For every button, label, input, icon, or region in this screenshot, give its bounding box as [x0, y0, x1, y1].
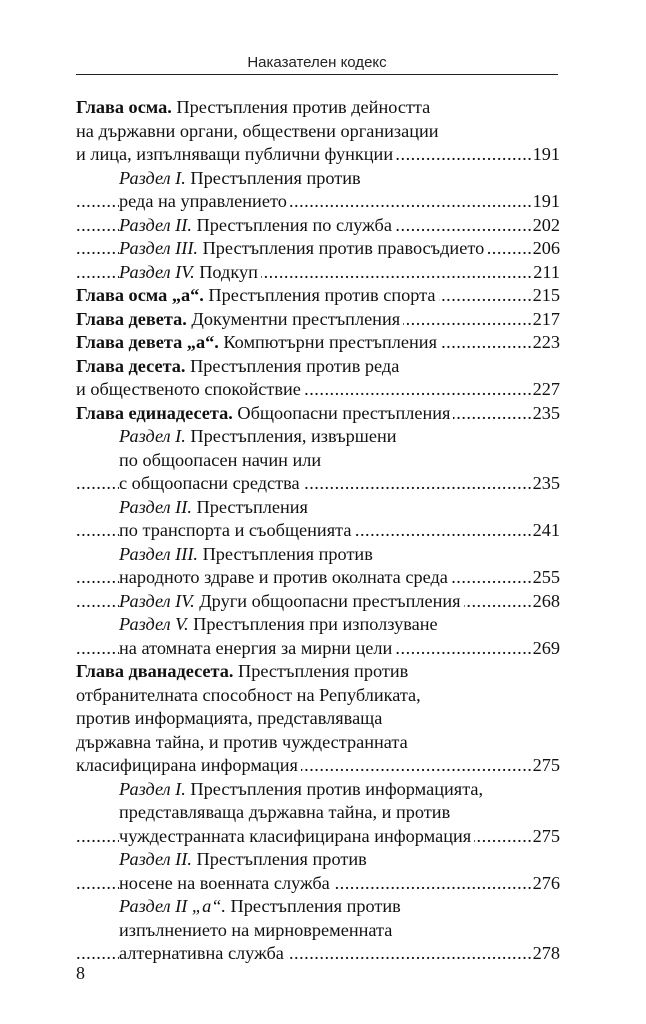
toc-entry-text — [119, 426, 400, 446]
chapter-label: Глава десета. — [76, 355, 186, 376]
toc-entry-text — [119, 802, 453, 822]
toc-line — [76, 660, 560, 684]
toc-entry-text — [119, 638, 395, 658]
entry-title: по общоопасен начин или — [119, 449, 322, 470]
toc-line — [76, 848, 560, 872]
toc-entry-text — [119, 191, 290, 211]
entry-title: алтернативна служба — [119, 943, 284, 963]
entry-title: Престъпления против реда — [185, 355, 400, 376]
entry-page-number: 278 — [531, 942, 560, 966]
entry-page-number: 235 — [531, 472, 560, 496]
toc-line — [76, 754, 560, 778]
toc-line — [76, 778, 560, 802]
entry-page-number: 276 — [531, 872, 560, 896]
toc-entry-text — [76, 661, 411, 681]
toc-line — [76, 472, 560, 496]
toc-line — [76, 402, 560, 426]
entry-title: отбранителната способност на Републиката, — [76, 684, 421, 705]
chapter-label: Глава осма. — [76, 97, 172, 117]
section-label: Раздел II. — [119, 214, 192, 235]
toc-line — [76, 942, 560, 966]
toc-line — [76, 825, 560, 849]
entry-title: Престъпления против — [198, 543, 373, 564]
section-label: Раздел II. — [119, 496, 192, 517]
toc-entry-text — [119, 262, 261, 282]
toc-line — [76, 895, 560, 919]
section-label: Раздел II. — [119, 849, 192, 869]
entry-title: Престъпления против правосъдието — [198, 238, 485, 258]
toc-entry-text — [119, 567, 451, 587]
toc-line — [76, 872, 560, 896]
entry-page-number: 275 — [531, 754, 560, 778]
section-label: Раздел I. — [119, 778, 186, 799]
toc-line — [76, 543, 560, 567]
toc-line — [76, 707, 560, 731]
toc-entry-text — [119, 849, 370, 869]
section-label: Раздел IV. — [119, 590, 195, 611]
section-label: Раздел I. — [119, 426, 186, 446]
entry-page-number: 191 — [531, 190, 560, 214]
toc-line — [76, 143, 560, 167]
entry-title: Общоопасни престъпления — [232, 402, 451, 423]
entry-page-number: 241 — [531, 519, 560, 543]
entry-title: Престъпления против — [233, 661, 409, 681]
toc-entry-text — [119, 591, 464, 611]
toc-entry-text — [119, 826, 474, 846]
toc-entry-text — [119, 544, 376, 564]
toc-entry-text — [119, 779, 486, 799]
entry-page-number: 227 — [531, 378, 560, 402]
entry-page-number: 268 — [531, 590, 560, 614]
toc-line — [76, 378, 560, 402]
section-label: Раздел IV. — [119, 261, 195, 282]
toc-line — [76, 96, 560, 120]
header-rule — [76, 74, 558, 75]
toc-line — [76, 355, 560, 379]
toc-entry-text — [76, 685, 424, 705]
entry-title: Престъпления — [191, 496, 308, 517]
entry-title: Подкуп — [194, 261, 258, 282]
entry-title: с общоопасни средства — [119, 473, 300, 493]
entry-page-number: 217 — [531, 308, 560, 332]
chapter-label: Глава девета „а“. — [76, 332, 219, 352]
entry-page-number: 235 — [531, 402, 560, 426]
toc-line — [76, 566, 560, 590]
entry-title: Други общоопасни престъпления — [194, 590, 461, 611]
toc-entry-text — [76, 732, 411, 752]
toc-entry-text — [76, 379, 304, 399]
toc-line — [76, 684, 560, 708]
toc-entry-text — [76, 332, 440, 352]
entry-title: Престъпления против информацията, — [185, 778, 484, 799]
entry-title: по транспорта и съобщенията — [119, 520, 352, 540]
toc-entry-text — [119, 215, 395, 235]
toc-entry-text — [119, 520, 354, 540]
chapter-label: Глава девета. — [76, 308, 187, 329]
toc-entry-text — [119, 614, 441, 634]
entry-page-number: 202 — [531, 214, 560, 238]
section-label: Раздел III. — [119, 238, 199, 258]
toc-entry-text — [76, 97, 433, 117]
toc-line — [76, 496, 560, 520]
entry-title: Престъпления при използуване — [188, 614, 438, 634]
entry-title: носене на военната служба — [119, 872, 330, 893]
entry-page-number: 211 — [531, 261, 560, 285]
toc-entry-text — [76, 121, 442, 141]
entry-title: чуждестранната класифицирана информация — [119, 825, 472, 846]
toc-entry-text — [76, 356, 402, 376]
toc-entry-text — [119, 497, 311, 517]
toc-line — [76, 167, 560, 191]
toc-entry-text — [76, 708, 385, 728]
toc-line — [76, 261, 560, 285]
toc-entry-text — [119, 238, 487, 258]
entry-title: Престъпления по служба — [191, 214, 392, 235]
chapter-label: Глава дванадесета. — [76, 661, 234, 681]
toc-line — [76, 801, 560, 825]
table-of-contents — [76, 96, 560, 966]
entry-title: Престъпления, извършени — [185, 426, 397, 446]
toc-line — [76, 449, 560, 473]
toc-entry-text — [119, 873, 333, 893]
entry-title: и лица, изпълняващи публични функции — [76, 144, 394, 164]
toc-line — [76, 919, 560, 943]
page-number: 8 — [76, 963, 85, 983]
entry-page-number: 255 — [531, 566, 560, 590]
entry-title: Престъпления против спорта — [203, 285, 436, 305]
toc-line — [76, 519, 560, 543]
entry-title: на атомната енергия за мирни цели — [119, 637, 393, 658]
toc-line — [76, 190, 560, 214]
entry-title: Престъпления против дейността — [171, 97, 431, 117]
entry-page-number: 191 — [531, 143, 560, 167]
toc-entry-text — [76, 309, 403, 329]
chapter-label: Глава осма „а“. — [76, 285, 204, 305]
entry-title: Компютърни престъпления — [218, 332, 437, 352]
entry-title: Престъпления против — [225, 896, 401, 916]
entry-title: народното здраве и против околната среда — [119, 567, 448, 587]
entry-title: държавна тайна, и против чуждестранната — [76, 731, 408, 752]
entry-title: изпълнението на мирновременната — [119, 919, 393, 940]
entry-title: и общественото спокойствие — [76, 379, 301, 399]
section-label: Раздел V. — [119, 614, 189, 634]
toc-line — [76, 637, 560, 661]
toc-line — [76, 731, 560, 755]
toc-entry-text — [119, 920, 395, 940]
entry-title: против информацията, представляваща — [76, 708, 383, 728]
toc-entry-text — [76, 285, 439, 305]
entry-page-number: 223 — [531, 331, 560, 355]
entry-title: класифицирана информация — [76, 755, 298, 775]
entry-page-number: 215 — [531, 284, 560, 308]
toc-line — [76, 590, 560, 614]
toc-line — [76, 331, 560, 355]
entry-title: Престъпления против — [191, 849, 367, 869]
section-label: Раздел I. — [119, 167, 186, 188]
toc-line — [76, 120, 560, 144]
entry-title: реда на управлението — [119, 191, 287, 211]
toc-line — [76, 613, 560, 637]
toc-entry-text — [119, 896, 404, 916]
toc-line — [76, 214, 560, 238]
toc-line — [76, 308, 560, 332]
toc-line — [76, 425, 560, 449]
section-label: Раздел III. — [119, 543, 199, 564]
toc-entry-text — [119, 168, 364, 188]
toc-entry-text — [76, 755, 301, 775]
entry-title: Документни престъпления — [186, 308, 401, 329]
toc-entry-text — [119, 450, 324, 470]
toc-entry-text — [119, 473, 303, 493]
toc-line — [76, 284, 560, 308]
entry-page-number: 269 — [531, 637, 560, 661]
section-label: Раздел II „а“. — [119, 896, 226, 916]
entry-title: представляваща държавна тайна, и против — [119, 802, 451, 822]
toc-entry-text — [76, 144, 396, 164]
toc-entry-text — [76, 403, 453, 423]
entry-title: Престъпления против — [185, 167, 361, 188]
entry-page-number: 275 — [531, 825, 560, 849]
toc-line — [76, 237, 560, 261]
running-header: Наказателен кодекс — [247, 54, 387, 71]
chapter-label: Глава единадесета. — [76, 402, 233, 423]
toc-entry-text — [119, 943, 287, 963]
entry-page-number: 206 — [531, 237, 560, 261]
entry-title: на държавни органи, обществени организации — [76, 120, 439, 141]
